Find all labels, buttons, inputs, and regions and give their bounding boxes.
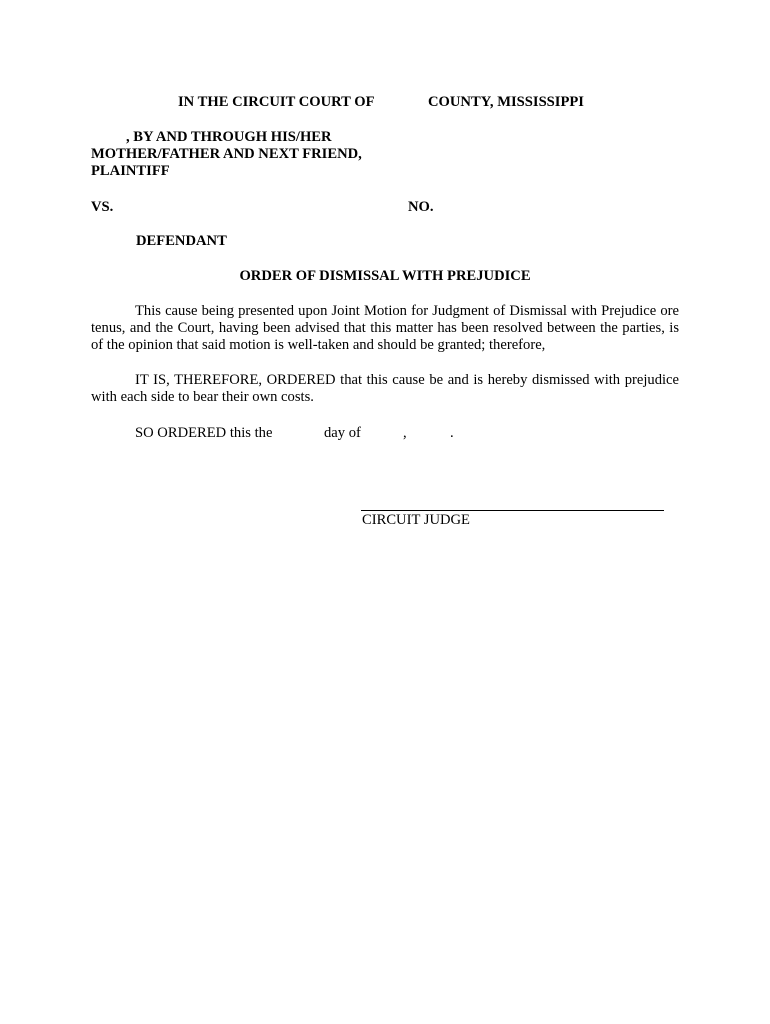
court-heading-right: COUNTY, MISSISSIPPI [428,94,584,110]
so-ordered-day-of: day of [324,425,361,441]
body-paragraph-1 [91,303,679,354]
signature-line [361,510,664,511]
versus-label: VS. [91,199,114,215]
court-heading-left: IN THE CIRCUIT COURT OF [178,94,375,110]
so-ordered-period: . [450,425,454,441]
signature-label: CIRCUIT JUDGE [362,512,470,528]
case-number-label: NO. [408,199,434,215]
body-paragraph-2-text: IT IS, THEREFORE, ORDERED that this cause be and is hereby dismissed with prejudice with each side to bear their own costs. [91,372,679,405]
body-paragraph-1-text: This cause being presented upon Joint Motion for Judgment of Dismissal with Prejudice ore tenus, and the Court, having been advised that this matter has been resolved between the parties, is of the opinion that said motion is well-taken and should be granted; therefore, [91,303,679,353]
plaintiff-line-1: , BY AND THROUGH HIS/HER [126,129,332,145]
so-ordered-comma: , [403,425,407,441]
body-paragraph-2 [91,372,679,406]
plaintiff-role: PLAINTIFF [91,163,170,179]
document-title: ORDER OF DISMISSAL WITH PREJUDICE [239,268,531,284]
so-ordered-prefix: SO ORDERED this the [135,425,273,441]
defendant-role: DEFENDANT [136,233,227,249]
plaintiff-line-2: MOTHER/FATHER AND NEXT FRIEND, [91,146,362,162]
